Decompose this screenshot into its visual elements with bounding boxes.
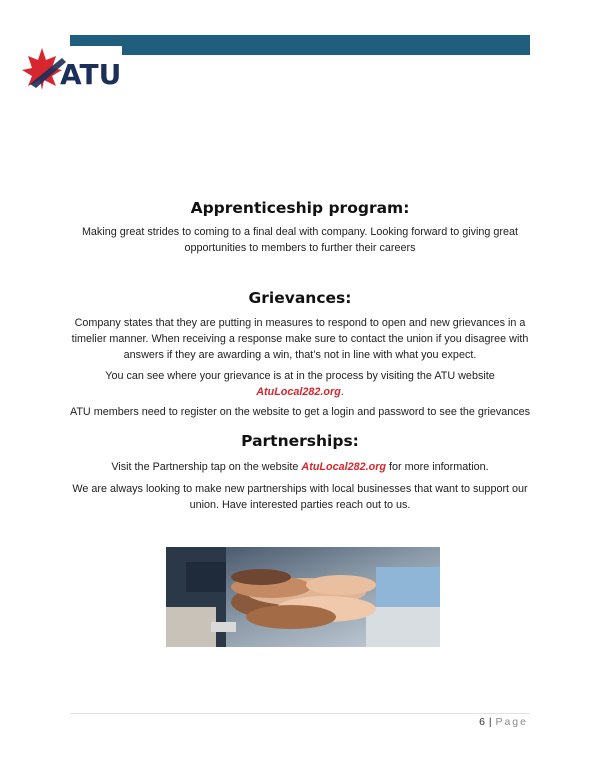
header-bar [70,35,530,55]
hands-together-photo [166,547,440,647]
logo-text: ATU [60,58,122,91]
grievances-paragraph-1: Company states that they are putting in measures to respond to open and new grievances in a timelier manner. When receiving a response make sure to contact the union if you disagree with answers if they are awarding a win, that’s not in line with what you expect. [71,317,529,361]
apprenticeship-section [60,199,540,256]
grievances-section [60,289,540,420]
apprenticeship-title: Apprenticeship program: [190,199,410,217]
atu-logo [22,46,132,92]
grievances-p2-end: . [340,386,344,398]
page-word: Page [495,716,528,728]
partnerships-section [60,432,540,513]
page-separator: | [485,716,496,728]
atu-website-link[interactable]: AtuLocal282.org [256,386,341,398]
grievances-title: Grievances: [248,289,352,307]
apprenticeship-body: Making great strides to coming to a final deal with company. Looking forward to giving great opportunities to members to further their careers [81,226,519,254]
grievances-paragraph-2 [60,368,540,400]
partnerships-paragraph-2: We are always looking to make new partnerships with local businesses that want to support our union. Have interested parties reach out to us. [72,483,528,511]
page-number: 6 [479,716,486,728]
partnerships-p1-end: for more information. [386,461,489,473]
partnerships-title: Partnerships: [241,432,359,450]
grievances-paragraph-3: ATU members need to register on the website to get a login and password to see the grievances [69,406,531,418]
footer-divider [70,713,530,714]
partnerships-p1-text: Visit the Partnership tap on the website [111,461,302,473]
page-footer [479,716,528,728]
grievances-p2-text: You can see where your grievance is at in the process by visiting the ATU website [105,370,495,382]
partnerships-paragraph-1 [60,459,540,475]
partnership-website-link[interactable]: AtuLocal282.org [301,461,387,473]
